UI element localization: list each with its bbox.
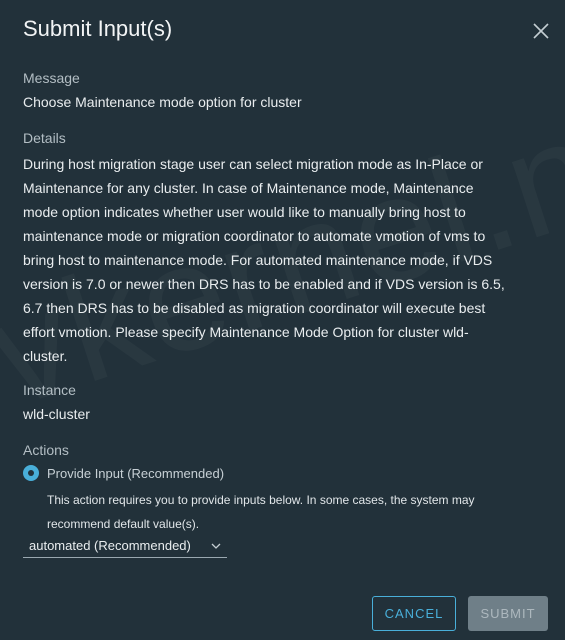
- chevron-down-icon: [211, 543, 221, 550]
- provide-input-radio[interactable]: [23, 465, 39, 481]
- details-label: Details: [23, 130, 66, 146]
- cancel-button[interactable]: CANCEL: [372, 596, 456, 631]
- maintenance-mode-select-value: automated (Recommended): [29, 538, 191, 553]
- details-line: effort vmotion. Please specify Maintenance Mode Option for cluster wld-: [23, 324, 469, 340]
- helper-line: This action requires you to provide inputs below. In some cases, the system may: [47, 493, 475, 507]
- submit-button[interactable]: SUBMIT: [468, 596, 548, 631]
- details-text: [23, 152, 543, 368]
- action-helper-text: [47, 488, 527, 536]
- message-label: Message: [23, 70, 80, 86]
- provide-input-label[interactable]: Provide Input (Recommended): [47, 465, 225, 481]
- close-button[interactable]: [530, 20, 552, 42]
- helper-line: recommend default value(s).: [47, 517, 200, 531]
- details-line: bring host to maintenance mode. For automated maintenance mode, if VDS: [23, 252, 493, 268]
- actions-label: Actions: [23, 442, 69, 458]
- message-value: Choose Maintenance mode option for cluster: [23, 94, 302, 110]
- maintenance-mode-select[interactable]: [23, 535, 227, 558]
- instance-label: Instance: [23, 382, 76, 398]
- dialog-title: Submit Input(s): [23, 16, 173, 41]
- details-line: maintenance mode or migration coordinator to automate vmotion of vms to: [23, 228, 486, 244]
- details-line: mode option indicates whether user would like to manually bring host to: [23, 204, 466, 220]
- details-line: 6.7 then DRS has to be disabled as migration coordinator will execute best: [23, 300, 486, 316]
- details-line: cluster.: [23, 348, 68, 364]
- close-icon: [530, 20, 552, 42]
- details-line: version is 7.0 or newer then DRS has to be enabled and if VDS version is 6.5,: [23, 276, 505, 292]
- details-line: During host migration stage user can select migration mode as In-Place or: [23, 156, 483, 172]
- details-line: Maintenance for any cluster. In case of Maintenance mode, Maintenance: [23, 180, 474, 196]
- provide-input-option[interactable]: [23, 465, 224, 481]
- instance-value: wld-cluster: [23, 406, 90, 422]
